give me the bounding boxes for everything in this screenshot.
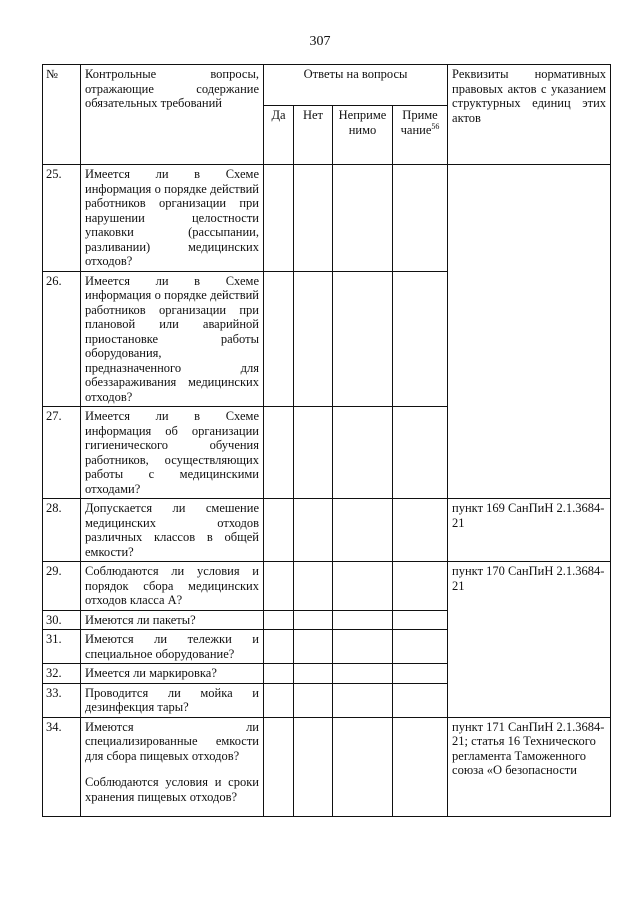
answer-na-cell[interactable] xyxy=(333,683,393,717)
answer-na-cell[interactable] xyxy=(333,165,393,272)
table-row: 34. Имеются ли специализированные емкости для сбора пищевых отходов? Соблюдаются условия и сроки хранения пищевых отходов? пункт 171 СанПиН 2.1.3684-21; статья 16 Технического регламента Таможенного союза «О безопасности xyxy=(43,717,611,816)
answer-no-cell[interactable] xyxy=(294,683,333,717)
answer-na-cell[interactable] xyxy=(333,562,393,611)
answer-yes-cell[interactable] xyxy=(264,407,294,499)
answer-note-cell[interactable] xyxy=(393,499,448,562)
answer-yes-cell[interactable] xyxy=(264,562,294,611)
answer-yes-cell[interactable] xyxy=(264,717,294,816)
table-row: 30. Имеются ли пакеты? xyxy=(43,610,611,630)
question-text: Имеются ли специализированные емкости для сбора пищевых отходов? xyxy=(85,719,259,763)
answer-yes-cell[interactable] xyxy=(264,165,294,272)
answer-note-cell[interactable] xyxy=(393,630,448,664)
answer-no-cell[interactable] xyxy=(294,717,333,816)
answer-yes-cell[interactable] xyxy=(264,664,294,684)
answer-na-cell[interactable] xyxy=(333,630,393,664)
header-yes: Да xyxy=(264,106,294,165)
table-row: 29. Соблюдаются ли условия и порядок сбора медицинских отходов класса А? пункт 170 СанПиН 2.1.3684-21 xyxy=(43,562,611,611)
answer-na-cell[interactable] xyxy=(333,407,393,499)
answer-no-cell[interactable] xyxy=(294,271,333,407)
answer-yes-cell[interactable] xyxy=(264,683,294,717)
answer-yes-cell[interactable] xyxy=(264,271,294,407)
table-row: 31. Имеются ли тележки и специальное оборудование? xyxy=(43,630,611,664)
answer-note-cell[interactable] xyxy=(393,610,448,630)
answer-na-cell[interactable] xyxy=(333,664,393,684)
answer-note-cell[interactable] xyxy=(393,562,448,611)
requisites-cell: пункт 171 СанПиН 2.1.3684-21; статья 16 Технического регламента Таможенного союза «О безопасности xyxy=(448,717,611,816)
answer-yes-cell[interactable] xyxy=(264,499,294,562)
answer-note-cell[interactable] xyxy=(393,717,448,816)
answer-no-cell[interactable] xyxy=(294,664,333,684)
requisites-cell-25-27 xyxy=(448,165,611,499)
table-row: 26. Имеется ли в Схеме информация о порядке действий работников организации при плановой или аварийной приостановке работы оборудования, предназначенного для обеззараживания медицинских отходов? xyxy=(43,271,611,407)
table-row: 33. Проводится ли мойка и дезинфекция тары? xyxy=(43,683,611,717)
answer-no-cell[interactable] xyxy=(294,610,333,630)
answer-note-cell[interactable] xyxy=(393,271,448,407)
table-row: 28. Допускается ли смешение медицинских отходов различных классов в общей емкости? пункт 169 СанПиН 2.1.3684-21 xyxy=(43,499,611,562)
table-row: 25. Имеется ли в Схеме информация о порядке действий работников организации при нарушении целостности упаковки (рассыпании, разливании) медицинских отходов? xyxy=(43,165,611,272)
header-answers: Ответы на вопросы xyxy=(264,65,448,106)
header-no: Нет xyxy=(294,106,333,165)
table-row: 27. Имеется ли в Схеме информация об организации гигиенического обучения работников, осуществляющих работы с медицинскими отходами? xyxy=(43,407,611,499)
answer-no-cell[interactable] xyxy=(294,407,333,499)
answer-note-cell[interactable] xyxy=(393,664,448,684)
header-row xyxy=(43,65,611,106)
answer-no-cell[interactable] xyxy=(294,630,333,664)
checklist-table xyxy=(42,64,611,817)
answer-note-cell[interactable] xyxy=(393,165,448,272)
header-na: Неприме нимо xyxy=(333,106,393,165)
header-requisites: Реквизиты нормативных правовых актов с указанием структурных единиц этих актов xyxy=(448,65,611,165)
header-num: № xyxy=(43,65,81,165)
requisites-cell: пункт 169 СанПиН 2.1.3684-21 xyxy=(448,499,611,562)
answer-note-cell[interactable] xyxy=(393,407,448,499)
answer-no-cell[interactable] xyxy=(294,165,333,272)
requisites-cell: пункт 170 СанПиН 2.1.3684-21 xyxy=(448,562,611,718)
answer-na-cell[interactable] xyxy=(333,499,393,562)
header-questions: Контрольные вопросы, отражающие содержание обязательных требований xyxy=(81,65,264,165)
answer-no-cell[interactable] xyxy=(294,499,333,562)
answer-no-cell[interactable] xyxy=(294,562,333,611)
answer-na-cell[interactable] xyxy=(333,610,393,630)
question-text-2: Соблюдаются условия и сроки хранения пищевых отходов? xyxy=(85,775,259,804)
answer-yes-cell[interactable] xyxy=(264,610,294,630)
answer-na-cell[interactable] xyxy=(333,271,393,407)
answer-na-cell[interactable] xyxy=(333,717,393,816)
header-note: Приме чание$^{56}$ xyxy=(393,106,448,165)
page-number: 307 xyxy=(309,34,331,49)
answer-yes-cell[interactable] xyxy=(264,630,294,664)
answer-note-cell[interactable] xyxy=(393,683,448,717)
table-row: 32. Имеется ли маркировка? xyxy=(43,664,611,684)
